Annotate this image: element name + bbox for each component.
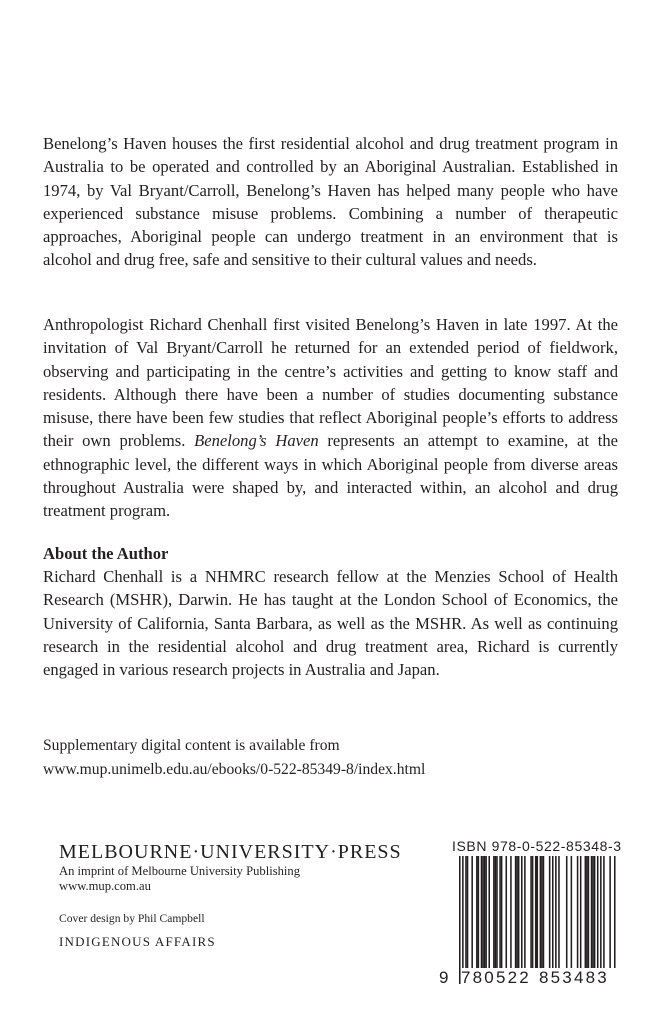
- barcode-bar: [495, 856, 497, 968]
- barcode-bar: [580, 856, 582, 968]
- barcode-bar: [558, 856, 560, 968]
- blurb-paragraph-1: Benelong’s Haven houses the first residential alcohol and drug treatment program in Australia to be operated and controlled by an Aboriginal Australian. Established in 1974, by Val Bryant/Carroll, Benelong’s Haven has helped many people who have experienced substance misuse problems. Combining a number of therapeutic approaches, Aboriginal people can undergo treatment in an environment that is alcohol and drug free, safe and sensitive to their cultural values and needs.: [43, 134, 618, 270]
- barcode-bar: [501, 856, 503, 968]
- barcode-bar: [603, 856, 605, 968]
- barcode-bar: [530, 856, 532, 968]
- barcode-bar: [465, 856, 467, 968]
- barcode-bar: [540, 856, 542, 968]
- supplementary-note: Supplementary digital content is available from: [43, 737, 340, 754]
- barcode-bar: [614, 856, 616, 968]
- barcode-bar: [485, 856, 487, 968]
- publisher-website[interactable]: www.mup.com.au: [59, 879, 151, 893]
- barcode-bar: [592, 856, 594, 968]
- category-label: INDIGENOUS AFFAIRS: [59, 934, 216, 949]
- barcode-bar: [586, 856, 588, 968]
- about-author-text: Richard Chenhall is a NHMRC research fellow at the Menzies School of Health Research (MSHR), Darwin. He has taught at the London School of Economics, the University of California, Santa Barbara, as well as the MSHR. As well as continuing research in the residential alcohol and drug treatment area, Richard is currently engaged in various research projects in Australia and Japan.: [43, 567, 618, 680]
- blurb-paragraph-2: [43, 313, 618, 523]
- barcode-bar: [597, 856, 599, 968]
- barcode-digits-left: 780522: [461, 968, 531, 987]
- barcode-bar: [591, 856, 593, 968]
- book-title-italic: Benelong’s Haven: [194, 431, 319, 451]
- barcode-bar: [585, 856, 587, 968]
- barcode-bar: [496, 856, 498, 968]
- barcode-bar: [488, 856, 490, 968]
- barcode-bar: [478, 856, 480, 968]
- about-author-heading: About the Author: [43, 544, 169, 563]
- barcode-bar: [609, 856, 611, 968]
- barcode-bar: [600, 856, 602, 968]
- barcode-bar: [462, 856, 464, 984]
- barcode-bar: [535, 856, 537, 968]
- barcode-bar: [521, 856, 523, 968]
- publisher-imprint: An imprint of Melbourne University Publishing: [59, 864, 301, 878]
- cover-design-credit: Cover design by Phil Campbell: [59, 912, 205, 925]
- barcode-bar: [482, 856, 484, 968]
- supplementary-url[interactable]: www.mup.unimelb.edu.au/ebooks/0-522-85349-8/index.html: [43, 761, 426, 778]
- barcode-bar: [476, 856, 478, 968]
- barcode-bar: [467, 856, 469, 968]
- barcode-bar: [541, 856, 543, 968]
- barcode-bar: [516, 856, 518, 968]
- barcode-bar: [499, 856, 501, 968]
- isbn-label: ISBN 978-0-522-85348-3: [452, 838, 622, 854]
- barcode-bar: [566, 856, 568, 968]
- blurb-paragraph-2-text: Anthropologist Richard Chenhall first visited Benelong’s Haven in late 1997. At the invitation of Val Bryant/Carroll he returned for an extended period of fieldwork, observing and participating in the centre’s activities and getting to know staff and residents. Although there have been a number of studies documenting substance misuse, there have been few studies that reflect Aboriginal people’s efforts to address their own problems.: [43, 315, 618, 451]
- barcode-bar: [594, 856, 596, 968]
- barcode-bar: [555, 856, 557, 968]
- barcode-bar: [459, 856, 461, 984]
- barcode-digit-lead: 9: [439, 968, 451, 987]
- blurb-paragraph-2-continued: represents an attempt to examine, at the ethnographic level, the different ways in which Aboriginal people from diverse areas throughout Australia were shaped by, and interacted within, an alcohol and drug treatment program.: [43, 431, 618, 521]
- publisher-name: MELBOURNE·UNIVERSITY·PRESS: [59, 841, 402, 863]
- barcode-bar: [510, 856, 512, 968]
- barcode-bar: [537, 856, 539, 968]
- barcode-bar: [518, 856, 520, 968]
- barcode-bar: [532, 856, 534, 968]
- barcode-bar: [524, 856, 526, 968]
- barcode-bar: [515, 856, 517, 968]
- barcode-bar: [471, 856, 473, 968]
- barcode-bar: [481, 856, 483, 968]
- barcode-bar: [549, 856, 551, 984]
- barcode-bar: [577, 856, 579, 968]
- barcode-bar: [571, 856, 573, 968]
- barcode-bar: [552, 856, 554, 984]
- barcode-bar: [543, 856, 545, 968]
- barcode-digits-right: 853483: [539, 968, 609, 987]
- barcode-bar: [484, 856, 486, 968]
- barcode-bar: [588, 856, 590, 968]
- barcode-bar: [493, 856, 495, 968]
- barcode-bar: [506, 856, 508, 968]
